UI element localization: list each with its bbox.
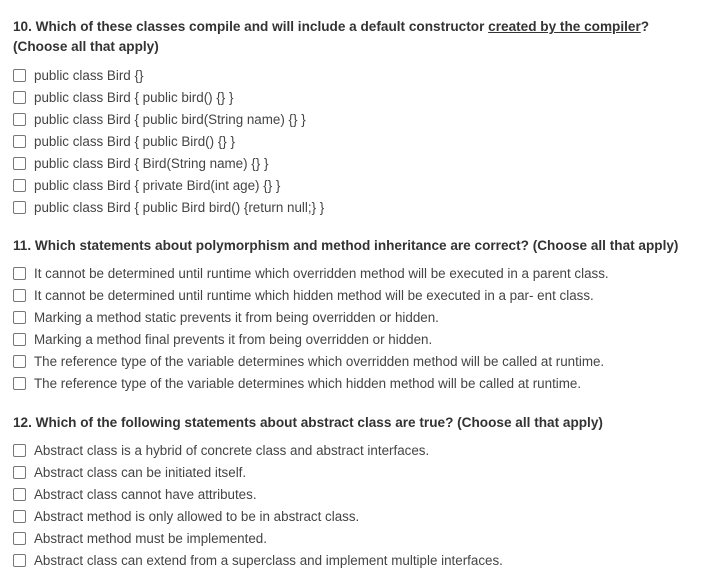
option-checkbox[interactable] — [13, 488, 26, 501]
option-label: The reference type of the variable determines which overridden method will be called at runtime. — [34, 353, 605, 369]
option-checkbox[interactable] — [13, 377, 26, 390]
option[interactable] — [13, 527, 705, 549]
option[interactable] — [13, 439, 705, 461]
option-checkbox[interactable] — [13, 289, 26, 302]
option[interactable] — [13, 505, 705, 527]
question-10-title — [13, 17, 705, 57]
question-12 — [13, 413, 705, 571]
option-label: public class Bird { public Bird() {} } — [34, 133, 235, 149]
compiler-created-emphasis: created by the compiler — [488, 19, 641, 34]
option-checkbox[interactable] — [13, 554, 26, 567]
option[interactable] — [13, 328, 705, 350]
option-label: It cannot be determined until runtime which overridden method will be executed in a parent class. — [34, 265, 609, 281]
option-label: Abstract class can extend from a superclass and implement multiple interfaces. — [34, 552, 503, 568]
option-checkbox[interactable] — [13, 355, 26, 368]
option-checkbox[interactable] — [13, 333, 26, 346]
question-11 — [13, 236, 705, 394]
option-checkbox[interactable] — [13, 91, 26, 104]
question-11-options — [13, 262, 705, 394]
question-11-title: 11. Which statements about polymorphism and method inheritance are correct? (Choose all that apply) — [13, 238, 679, 253]
option-label: Abstract class cannot have attributes. — [34, 486, 257, 502]
question-12-title: 12. Which of the following statements about abstract class are true? (Choose all that apply) — [13, 415, 603, 430]
question-10-title-suffix: ? (Choose all that apply) — [13, 19, 650, 54]
option[interactable] — [13, 130, 705, 152]
option[interactable] — [13, 152, 705, 174]
option-label: public class Bird { Bird(String name) {} } — [34, 155, 269, 171]
option-label: public class Bird { private Bird(int age) {} } — [34, 177, 281, 193]
option-checkbox[interactable] — [13, 444, 26, 457]
question-10-options — [13, 64, 705, 218]
option-label: public class Bird { public Bird bird() {return null;} } — [34, 199, 325, 215]
option-label: Abstract class can be initiated itself. — [34, 464, 247, 480]
option[interactable] — [13, 284, 705, 306]
option-checkbox[interactable] — [13, 532, 26, 545]
option[interactable] — [13, 108, 705, 130]
option-label: public class Bird { public bird() {} } — [34, 89, 234, 105]
option-label: The reference type of the variable determines which hidden method will be called at runtime. — [34, 375, 582, 391]
option[interactable] — [13, 174, 705, 196]
option-label: Abstract method is only allowed to be in abstract class. — [34, 508, 360, 524]
option-label: Abstract class is a hybrid of concrete class and abstract interfaces. — [34, 442, 430, 458]
option[interactable] — [13, 262, 705, 284]
option[interactable] — [13, 461, 705, 483]
option[interactable] — [13, 483, 705, 505]
option-checkbox[interactable] — [13, 311, 26, 324]
question-12-options — [13, 439, 705, 571]
option[interactable] — [13, 372, 705, 394]
option-checkbox[interactable] — [13, 510, 26, 523]
option-label: Marking a method static prevents it from being overridden or hidden. — [34, 309, 439, 325]
option-checkbox[interactable] — [13, 157, 26, 170]
option-checkbox[interactable] — [13, 113, 26, 126]
option-label: Abstract method must be implemented. — [34, 530, 267, 546]
question-10 — [13, 17, 705, 218]
option[interactable] — [13, 306, 705, 328]
option[interactable] — [13, 196, 705, 218]
option[interactable] — [13, 64, 705, 86]
option[interactable] — [13, 350, 705, 372]
option-checkbox[interactable] — [13, 69, 26, 82]
option[interactable] — [13, 86, 705, 108]
option-label: public class Bird { public bird(String name) {} } — [34, 111, 306, 127]
option-label: It cannot be determined until runtime which hidden method will be executed in a par- ent class. — [34, 287, 594, 303]
option-checkbox[interactable] — [13, 135, 26, 148]
option-checkbox[interactable] — [13, 466, 26, 479]
option-checkbox[interactable] — [13, 201, 26, 214]
option-label: Marking a method final prevents it from being overridden or hidden. — [34, 331, 433, 347]
option-checkbox[interactable] — [13, 179, 26, 192]
option-label: public class Bird {} — [34, 67, 144, 83]
option[interactable] — [13, 549, 705, 571]
option-checkbox[interactable] — [13, 267, 26, 280]
question-10-title-text: 10. Which of these classes compile and will include a default constructor — [13, 19, 489, 34]
